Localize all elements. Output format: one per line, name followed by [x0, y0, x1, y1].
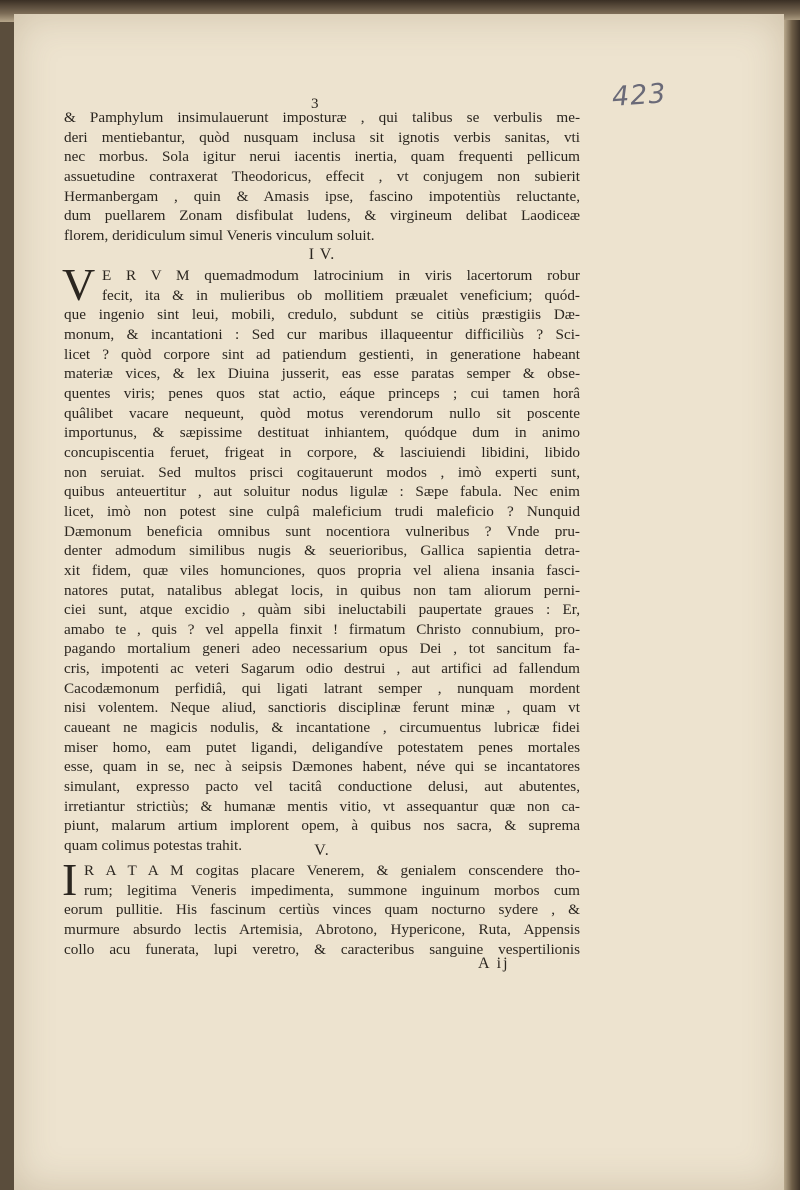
text-line: florem, deridiculum simul Veneris vinculum soluit.: [64, 226, 375, 244]
folio-number: 423: [610, 78, 668, 113]
text-line: murmure absurdo lectis Artemisia, Abrotono, Hypericone, Ruta, Appensis: [64, 920, 580, 938]
text-line: Hermanbergam , quin & Amasis ipse, fascino impotentiùs reluctante,: [64, 187, 580, 205]
text-line: denter admodum similibus nugis & seuerioribus, Gallica sapientia detra-: [64, 542, 580, 560]
drop-cap-i: I: [62, 854, 78, 905]
signature-mark: 3: [311, 96, 319, 112]
text-line: esse, quam in se, nec à seipsis Dæmones habent, néve qui se incantatores: [64, 758, 580, 776]
text-line: monum, & incantationi : Sed cur maribus illaqueentur difficiliùs ? Sci-: [64, 325, 580, 343]
text-line: importunus, & sæpissime destituat inhiantem, quódque dum in animo: [64, 424, 580, 442]
text-line: E R V M quemadmodum latrocinium in viris lacertorum robur: [102, 267, 580, 284]
text-line: quam colimus potestas trahit.: [64, 837, 243, 855]
text-line: xit fidem, quæ viles homunciones, quos propria vel aliena insania fasci-: [64, 561, 580, 579]
text-line: ciei sunt, atque excidio , quàm sibi ineluctabili paupertate graues : Er,: [64, 601, 580, 619]
text-line: miser homo, eam putet ligandi, deligandíve potestatem penes mortales: [64, 738, 580, 756]
text-line: deri mentiebantur, quòd nusquam inclusa sit ignotis verbis sanitas, vti: [64, 128, 580, 146]
text-line: licet, imò non potest sine culpâ maleficium trudi maleficio ? Nunquid: [64, 502, 580, 520]
text-line: nec morbus. Sola igitur nerui iacentis inertia, quam frequenti pellicum: [64, 148, 580, 166]
text-line: irretiantur strictiùs; & humanæ mentis vitio, vt assequantur quæ non ca-: [64, 797, 580, 815]
text-line: non seruiat. Sed multos prisci cogitauerunt modos , imò experti sunt,: [64, 463, 580, 481]
text-line: materiæ vices, & lex Diuina jusserit, eas esse paratas semper & obse-: [64, 365, 580, 383]
text-line: pagando mortalium generi adeo necessarium opus Dei , tot sancitum fa-: [64, 640, 580, 658]
text-line: nisi volentem. Neque aliud, sanctioris disciplinæ ferunt minæ , quam vt: [64, 699, 580, 717]
section-heading-v: V.: [314, 842, 330, 859]
paragraph-2: [62, 259, 580, 856]
text-line: amabo te , quis ? vel appella finxit ! firmatum Christo connubium, pro-: [64, 620, 580, 638]
text-line: caueant ne magicis nodulis, & incantatione , circumuentus lubricæ fidei: [64, 719, 580, 737]
text-line: R A T A M cogitas placare Venerem, & genialem conscendere tho-: [84, 862, 580, 879]
page-edge: [784, 20, 800, 1190]
text-line: fecit, ita & in mulieribus ob mollitiem præualet veneficium; quód-: [102, 286, 580, 304]
text-line: quâlibet vacare nequeunt, quòd motus verendorum nullo sit poscente: [64, 404, 580, 422]
text-line: licet ? quòd corpore sint ad patiendum gestienti, in generatione habeant: [64, 345, 580, 363]
paragraph-3: [62, 854, 580, 959]
text-line: eorum pullitie. His fascinum certiùs vinces quam nocturno sydere , &: [64, 901, 580, 919]
section-heading-iv: I V.: [308, 246, 336, 263]
text-line: que ingenio sint leui, mobili, credulo, subdunt se citiùs præstigiis Dæ-: [64, 306, 580, 324]
text-line: concupiscentia feruet, frigeat in corpore, & lasciuiendi libidini, libido: [64, 443, 580, 461]
text-line: quentes viris; penes quos stat actio, eáque princeps ; cui tamen horâ: [64, 384, 580, 402]
text-line: cris, impotenti ac veteri Sagarum odio destrui , aut artifici ad fallendum: [64, 660, 580, 678]
text-line: rum; legitima Veneris impedimenta, summone inguinum morbos cum: [84, 881, 580, 899]
text-line: piunt, malarum artium implorent opem, à quibus nos sacra, & suprema: [64, 817, 580, 835]
paragraph-1: [64, 108, 580, 246]
drop-cap-v: V: [62, 259, 96, 310]
text-line: Cacodæmonum perfidiâ, qui ligati latrant semper , nunquam mordent: [64, 679, 580, 697]
text-line: & Pamphylum insimulauerunt imposturæ , qui talibus se verbulis me-: [64, 109, 580, 126]
text-line: quibus anteuertitur , aut soluitur nodus ligulæ : Sæpe fabula. Nec enim: [64, 483, 580, 501]
text-line: assuetudine contraxerat Theodoricus, effecit , vt conjugem non subierit: [64, 167, 580, 185]
text-line: dum puellarem Zonam disfibulat ludens, & virgineum delibat Laodiceæ: [64, 207, 580, 225]
text-line: natores putat, natalibus ablegat locis, in quibus non tam aliorum perni-: [64, 581, 580, 599]
catchword: A ij: [478, 955, 510, 972]
text-line: simulant, expresso pacto vel tacitâ conductione delusi, aut abutentes,: [64, 778, 580, 796]
text-line: collo acu funerata, lupi veretro, & caracteribus sanguine vespertilionis: [64, 940, 580, 958]
text-line: Dæmonum beneficia omnibus sunt nocentiora vulneribus ? Vnde pru-: [64, 522, 580, 540]
